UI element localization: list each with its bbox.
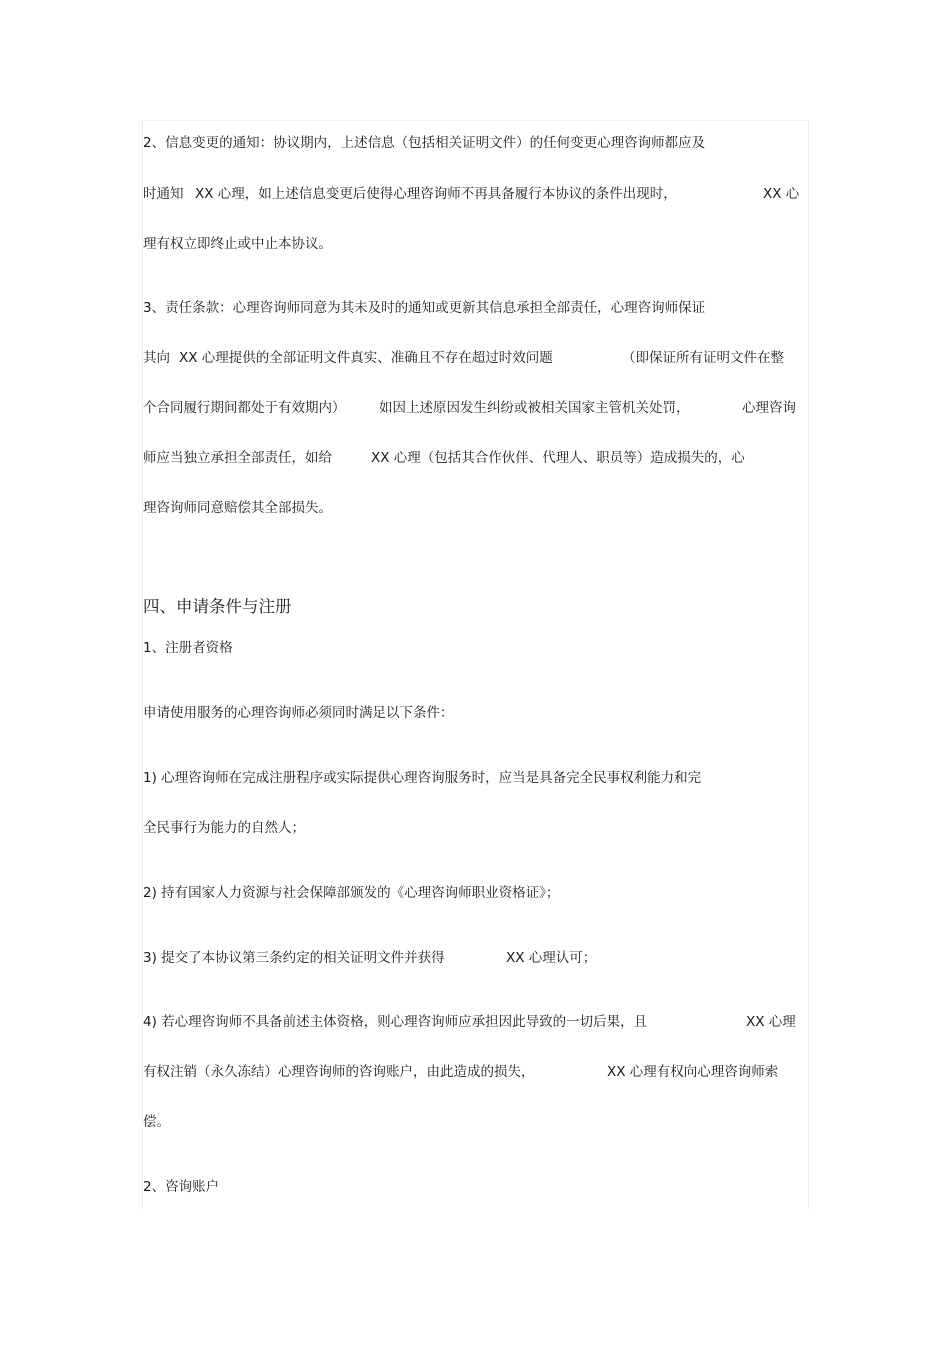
item1-line2: 全民事行为能力的自然人； [143, 820, 305, 836]
clause2-line2-end: XX 心 [763, 186, 800, 202]
clause2-line2-mid: XX 心理，如上述信息变更后使得心理咨询师不再具备履行本协议的条件出现时， [195, 186, 677, 202]
item2: 2) 持有国家人力资源与社会保障部颁发的《心理咨询师职业资格证》； [143, 885, 560, 901]
item4-line3: 偿。 [143, 1114, 170, 1130]
clause3-line3-start: 个合同履行期间都处于有效期内） [143, 400, 346, 416]
item1-line1: 1) 心理咨询师在完成注册程序或实际提供心理咨询服务时，应当是具备完全民事权利能力和完 [143, 770, 702, 786]
item4-line1-start: 4) 若心理咨询师不具备前述主体资格，则心理咨询师应承担因此导致的一切后果，且 [143, 1014, 648, 1030]
item3-end: XX 心理认可； [506, 950, 597, 966]
clause3-line4-start: 师应当独立承担全部责任，如给 [143, 450, 332, 466]
item4-line1-end: XX 心理 [746, 1014, 796, 1030]
clause3-line1: 3、责任条款：心理咨询师同意为其未及时的通知或更新其信息承担全部责任，心理咨询师保证 [143, 300, 706, 316]
clause2-line3: 理有权立即终止或中止本协议。 [143, 236, 332, 252]
clause3-line4-end: XX 心理（包括其合作伙伴、代理人、职员等）造成损失的，心 [371, 450, 745, 466]
clause3-line2-end: （即保证所有证明文件在整 [622, 350, 784, 366]
section4-sub1: 1、注册者资格 [143, 640, 233, 656]
item3-start: 3) 提交了本协议第三条约定的相关证明文件并获得 [143, 950, 445, 966]
section4-sub2: 2、咨询账户 [143, 1179, 220, 1195]
clause3-line2-start: 其向 [143, 350, 170, 366]
item4-line2-start: 有权注销（永久冻结）心理咨询师的咨询账户，由此造成的损失， [143, 1064, 535, 1080]
section4-heading: 四、申请条件与注册 [143, 597, 292, 616]
clause3-line5: 理咨询师同意赔偿其全部损失。 [143, 500, 332, 516]
clause3-line3-end: 心理咨询 [742, 400, 796, 416]
page-frame [142, 120, 809, 1209]
section4-intro: 申请使用服务的心理咨询师必须同时满足以下条件： [143, 705, 454, 721]
clause3-line3-mid: 如因上述原因发生纠纷或被相关国家主管机关处罚， [379, 400, 690, 416]
clause2-line1: 2、信息变更的通知：协议期内，上述信息（包括相关证明文件）的任何变更心理咨询师都应及 [143, 135, 706, 151]
clause3-line2-mid: XX 心理提供的全部证明文件真实、准确且不存在超过时效问题 [179, 350, 553, 366]
clause2-line2-start: 时通知 [143, 186, 184, 202]
item4-line2-end: XX 心理有权向心理咨询师索 [607, 1064, 779, 1080]
